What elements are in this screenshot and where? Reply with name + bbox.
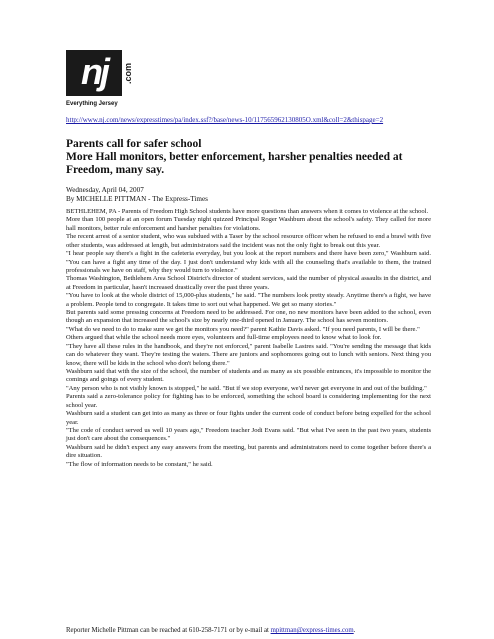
paragraph: "They have all these rules in the handbook, and they're not enforced," parent Isabelle Lastres said. "You're sending the message that kids can do whatever they want. They're testing the waters. There are juniors and sophomores going out to lunch with seniors. Next thing you know, there will be kids in the school who don't belong there."	[66, 342, 431, 367]
paragraph: Parents said a zero-tolerance policy for fighting has to be enforced, something the school board is considering implementing for the next school year.	[66, 393, 431, 409]
paragraph: BETHLEHEM, PA - Parents of Freedom High School students have more questions than answers when it comes to violence at the school.	[66, 208, 429, 215]
source-url-link[interactable]: http://www.nj.com/news/expresstimes/pa/index.ssf?/base/news-10/117565962130805O.xml&coll=2&thispage=2	[66, 116, 384, 124]
article-body	[66, 208, 431, 469]
headline-line-3: Freedom, many say.	[66, 164, 165, 176]
headline-line-2: More Hall monitors, better enforcement, harsher penalties needed at	[66, 151, 403, 163]
contact-text: Reporter Michelle Pittman can be reached at 610-258-7171 or by e-mail at	[66, 627, 271, 634]
paragraph: "The code of conduct served us well 10 years ago," Freedom teacher Jodi Evans said. "But what I've seen in the past two years, students just don't care about the consequences."	[66, 426, 431, 443]
paragraph: Washburn said a student can get into as many as three or four fights under the current code of conduct before being expelled for the school year.	[66, 410, 431, 426]
reporter-email-link[interactable]: mpittman@express-times.com	[270, 627, 354, 634]
paragraph: The recent arrest of a senior student, who was subdued with a Taser by the school resource officer when he refused to end a brawl with five other students, was addressed at length, but administrators said the incident was not the only fight to break out this year.	[66, 233, 431, 249]
paragraph: "I hear people say there's a fight in the cafeteria everyday, but you look at the report numbers and there have been zero," Washburn said. "You can have a fight any time of the day. I just don't understand why kids with all the counseling that's available to them, the trained professionals we have on staff, why they would turn to violence."	[66, 250, 431, 274]
article-headline	[66, 138, 426, 177]
paragraph: More than 100 people at an open forum Tuesday night quizzed Principal Roger Washburn about the school's safety. They called for more hall monitors, better rule enforcement and harsher penalties for violations.	[66, 216, 431, 232]
paragraph: "Any person who is not visibly known is stopped," he said. "But if we stop everyone, we'd never get everyone in and out of the building."	[66, 384, 427, 392]
paragraph: "You have to look at the whole district of 15,000-plus students," he said. "The numbers look pretty steady. Anytime there's a fight, we have a problem. People tend to congregate. It takes time to sort out what happened. We get so many stories."	[66, 292, 431, 308]
paragraph: Thomas Washington, Bethlehem Area School District's director of student services, said the number of physical assaults in the district, and at Freedom in particular, hasn't increased drastically over the past three years.	[66, 275, 431, 291]
article-date: Wednesday, April 04, 2007	[66, 186, 144, 194]
tagline: Everything Jersey	[66, 101, 118, 107]
article-byline: By MICHELLE PITTMAN - The Express-Times	[66, 195, 208, 203]
paragraph: But parents said some pressing concerns at Freedom need to be addressed. For one, no new monitors have been added to the school, even though an expansion that increased the school's size by nearly one-third opened in January. The school has seven monitors.	[66, 309, 431, 325]
paragraph: Washburn said he didn't expect any easy answers from the meeting, but parents and administrators need to come together before there's a dire situation.	[66, 443, 431, 460]
nj-logo[interactable]: nj	[66, 50, 122, 96]
headline-line-1: Parents call for safer school	[66, 138, 202, 150]
article-dateline	[66, 186, 208, 204]
paragraph: Others argued that while the school needs more eyes, volunteers and full-time employees need to know what to look for.	[66, 334, 382, 342]
logo-suffix: .com	[123, 62, 133, 84]
paragraph: "The flow of information needs to be constant," he said.	[66, 460, 213, 468]
contact-end: .	[353, 627, 356, 634]
reporter-contact	[66, 627, 355, 634]
paragraph: Washburn said that with the size of the school, the number of students and as many as six possible entrances, it's impossible to monitor the comings and goings of every student.	[66, 368, 431, 384]
paragraph: "What do we need to do to make sure we get the monitors you need?" parent Kathie Davis asked. "If you need parents, I will be there."	[66, 325, 420, 333]
